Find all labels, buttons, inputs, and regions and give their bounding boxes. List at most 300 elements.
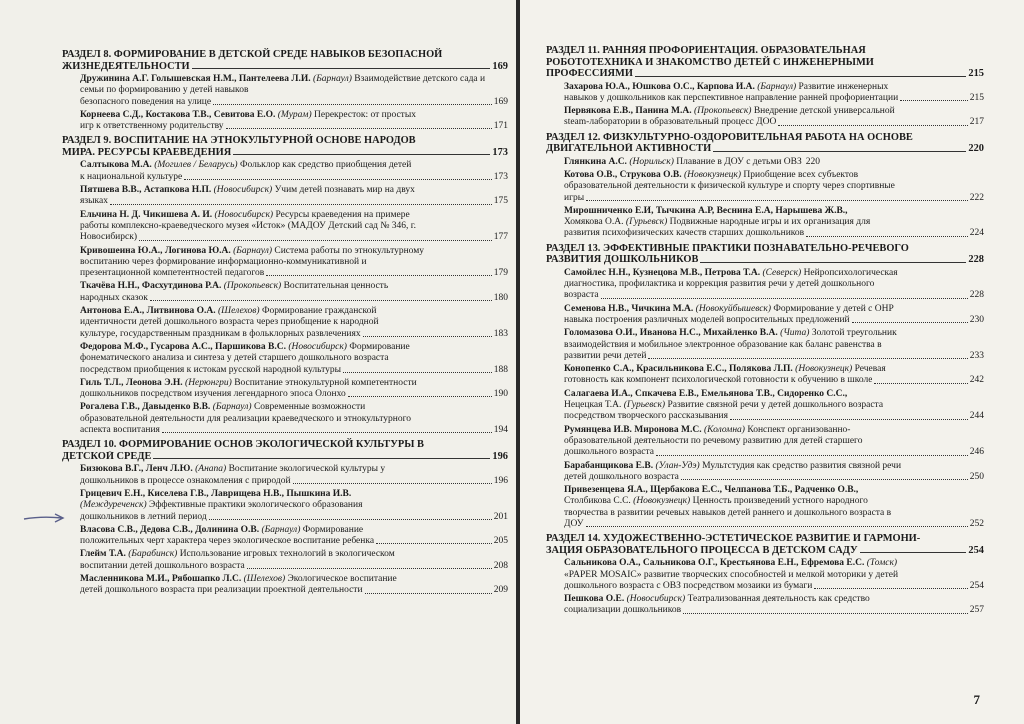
section-heading-line xyxy=(62,451,508,463)
leader-dots xyxy=(348,396,492,397)
entry-authors: Кривошеина Ю.А., Логинова Ю.А. xyxy=(80,245,231,256)
entry-text: развитии речи детей xyxy=(564,350,647,361)
entry-authors: Самойлес Н.Н., Кузнецова М.В., Петрова Т.А. xyxy=(564,267,761,278)
entry-page-number: 257 xyxy=(969,605,984,616)
entry-text: игр к ответственному родительству xyxy=(80,121,224,132)
entry-title: Внедрение детской универсальной xyxy=(753,106,895,117)
entry-authors: Привезенцева Я.А., Щербакова Е.С., Челпанова Т.Б., Радченко О.В., xyxy=(564,485,859,496)
section-heading xyxy=(546,243,984,266)
entry-text: фонематического анализа и синтеза у детей старшего дошкольного возраста xyxy=(80,353,389,364)
entry-text: культуре, государственным праздникам в фольклорных развлечениях xyxy=(80,328,361,339)
entry-text: посредством творческого рассказывания xyxy=(564,411,728,422)
section-page-number: 173 xyxy=(492,146,508,158)
entry-text: положительных черт характера через экологическое воспитание ребенка xyxy=(80,536,375,547)
leader-dots xyxy=(860,552,967,553)
toc-entry xyxy=(62,525,508,548)
entry-first-line xyxy=(80,210,508,221)
entry-text: игры xyxy=(564,192,585,203)
leader-dots xyxy=(806,236,968,237)
section-heading-line xyxy=(546,254,984,266)
entry-text: народных сказок xyxy=(80,292,148,303)
entry-city: (Шелехов) xyxy=(243,573,286,584)
entry-title: Ресурсы краеведения на примере xyxy=(275,209,410,220)
entry-city: (Северск) xyxy=(762,267,802,278)
entry-city: (Новосибирск) xyxy=(626,594,686,605)
right-page xyxy=(520,0,1024,724)
entry-first-line xyxy=(564,170,984,181)
entry-authors: Захарова Ю.А., Юшкова О.С., Карпова И.А. xyxy=(564,81,755,92)
entry-last-line xyxy=(80,425,508,436)
entry-page-number: 173 xyxy=(493,171,508,182)
section-page-number: 215 xyxy=(968,68,984,79)
entry-text xyxy=(564,157,802,167)
entry-text: (Междуреченск) Эффективные практики экологического образования xyxy=(80,500,363,511)
section-page-number: 169 xyxy=(492,60,508,72)
leader-dots xyxy=(713,151,966,152)
section-title-line: РАЗДЕЛ 13. ЭФФЕКТИВНЫЕ ПРАКТИКИ ПОЗНАВАТЕЛЬНО-РЕЧЕВОГО xyxy=(546,242,909,254)
handwritten-arrow-icon xyxy=(22,510,68,524)
entry-page-number: 183 xyxy=(493,328,508,339)
leader-dots xyxy=(110,204,492,205)
entry-last-line xyxy=(564,93,984,104)
entry-city: (Могилев / Беларусь) xyxy=(154,160,238,171)
entry-page-number: 201 xyxy=(493,511,508,522)
leader-dots xyxy=(209,519,492,520)
entry-text: Новосибирск) xyxy=(80,232,137,243)
entry-first-line xyxy=(564,157,984,168)
entry-first-line xyxy=(564,106,984,117)
toc-entry xyxy=(62,185,508,208)
entry-first-line xyxy=(80,281,508,292)
entry-city: (Гурьевск) xyxy=(625,217,668,228)
entry-authors: Рогалева Г.В., Давыденко В.В. xyxy=(80,402,211,413)
section-title-line: РАЗДЕЛ 14. ХУДОЖЕСТВЕННО-ЭСТЕТИЧЕСКОЕ РАЗВИТИЕ И ГАРМОНИ- xyxy=(546,533,921,545)
section-heading-line xyxy=(546,545,984,557)
entry-city: (Прокопьевск) xyxy=(693,106,752,117)
leader-dots xyxy=(852,322,968,323)
entry-title: Конспект организованно- xyxy=(747,424,851,435)
leader-dots xyxy=(213,104,492,105)
toc-entry xyxy=(62,160,508,183)
entry-last-line xyxy=(80,512,508,523)
toc-entry xyxy=(62,306,508,340)
entry-first-line xyxy=(564,304,984,315)
section-page-number: 254 xyxy=(968,544,984,556)
entry-text: дошкольного возраста с ОВЗ посредством мозаики из бумаги xyxy=(564,580,813,591)
entry-text: «PAPER MOSAIC» развитие творческих способностей и мелкой моторики у детей xyxy=(564,569,899,580)
entry-first-line xyxy=(80,549,508,560)
entry-first-line xyxy=(564,485,984,496)
entry-text: steam-лаборатории в образовательный процесс ДОО xyxy=(564,117,777,128)
entry-page-number: 180 xyxy=(493,292,508,303)
entry-authors: Пятшева В.В., Астапкова Н.П. xyxy=(80,185,212,196)
entry-page-number: 252 xyxy=(969,519,984,529)
section-heading xyxy=(62,135,508,158)
entry-title: Формирование xyxy=(302,524,364,535)
entry-last-line xyxy=(80,561,508,572)
entry-first-line xyxy=(564,558,984,569)
section-heading xyxy=(546,533,984,556)
entry-page-number: 233 xyxy=(969,350,984,361)
entry-text: ДОУ xyxy=(564,519,584,529)
section-title-line: МИРА. РЕСУРСЫ КРАЕВЕДЕНИЯ xyxy=(62,146,232,158)
entry-text: к национальной культуре xyxy=(80,171,183,182)
entry-last-line xyxy=(564,411,984,422)
entry-title: Экологическое воспитание xyxy=(287,573,397,584)
entry-authors: Глейм Т.А. xyxy=(80,549,126,560)
entry-text: посредством приобщения к истокам русской народной культуры xyxy=(80,364,342,375)
entry-authors: Грицевич Е.Н., Киселева Г.В., Лаврищева Н.В., Пышкина И.В. xyxy=(80,488,352,499)
entry-authors: Глянкина А.С. xyxy=(564,156,627,167)
section-heading-line xyxy=(546,68,984,80)
leader-dots xyxy=(778,125,967,126)
section-title-line: РАЗДЕЛ 8. ФОРМИРОВАНИЕ В ДЕТСКОЙ СРЕДЕ НАВЫКОВ БЕЗОПАСНОЙ xyxy=(62,49,443,60)
entry-first-line xyxy=(80,306,508,317)
entry-title: Перекресток: от простых xyxy=(314,109,416,120)
entry-last-line xyxy=(80,196,508,207)
entry-title: Формирование xyxy=(349,341,410,352)
entry-text: развития психофизических качеств старших дошкольников xyxy=(564,228,805,239)
leader-dots xyxy=(648,358,967,359)
entry-page-number: 215 xyxy=(969,92,984,103)
entry-page-number: 242 xyxy=(969,375,984,386)
entry-city: (Томск) xyxy=(866,558,898,569)
entry-page-number: 246 xyxy=(969,447,984,458)
section-title-line: РОБОТОТЕХНИКА И ЗНАКОМСТВО ДЕТЕЙ С ИНЖЕНЕРНЫМИ xyxy=(546,56,874,68)
entry-page-number: 220 xyxy=(805,156,820,167)
entry-page-number: 254 xyxy=(969,580,984,591)
entry-title: Плавание в ДОУ с детьми ОВЗ xyxy=(676,156,802,167)
entry-title: Формирование гражданской xyxy=(261,306,377,317)
entry-page-number: 175 xyxy=(493,196,508,207)
entry-authors: Федорова М.Ф., Гусарова А.С., Паршикова В.С. xyxy=(80,341,286,352)
entry-page-number: 205 xyxy=(493,536,508,547)
toc-entry xyxy=(62,281,508,304)
entry-title: Фольклор как средство приобщения детей xyxy=(239,160,412,171)
entry-page-number: 250 xyxy=(969,471,984,482)
entry-first-line xyxy=(564,206,984,217)
section-page-number: 196 xyxy=(492,450,508,462)
entry-first-line xyxy=(80,489,508,500)
page-number: 7 xyxy=(973,692,980,707)
entry-city: (Улан-Удэ) xyxy=(655,460,700,471)
entry-authors: Бизюкова В.Г., Ленч Л.Ю. xyxy=(80,464,193,475)
entry-text: Столбикова С.С. (Новокузнецк) Ценность произведений устного народного xyxy=(564,496,868,507)
section-heading xyxy=(62,439,508,462)
leader-dots xyxy=(635,76,966,77)
entry-last-line xyxy=(80,585,508,596)
leader-dots xyxy=(683,613,968,614)
entry-page-number: 222 xyxy=(969,192,984,203)
entry-text: дошкольников посредством изучения легендарного эпоса Олонхо xyxy=(80,389,346,400)
entry-last-line xyxy=(564,290,984,301)
entry-title: Современные возможности xyxy=(253,402,366,413)
leader-dots xyxy=(247,568,492,569)
entry-text: безопасного поведения на улице xyxy=(80,96,212,107)
section-title-line: ЗАЦИЯ ОБРАЗОВАТЕЛЬНОГО ПРОЦЕССА В ДЕТСКОМ САДУ xyxy=(546,544,858,556)
entry-text: навыков у дошкольников как перспективное направление ранней профориентации xyxy=(564,92,899,103)
leader-dots xyxy=(162,432,492,433)
section-title-line: ЖИЗНЕДЕЯТЕЛЬНОСТИ xyxy=(62,60,190,72)
leader-dots xyxy=(874,383,967,384)
entry-text: образовательной деятельности для реализации краеведческого и этнокультурного xyxy=(80,413,412,424)
entry-last-line xyxy=(564,375,984,386)
entry-city: (Шелехов) xyxy=(218,306,260,317)
entry-city: (Новосибирск) xyxy=(213,185,273,196)
leader-dots xyxy=(681,479,968,480)
entry-last-line xyxy=(564,351,984,362)
entry-authors: Конопенко С.А., Красильникова Е.С., Полякова Л.П. xyxy=(564,364,793,375)
entry-first-line xyxy=(564,389,984,400)
leader-dots xyxy=(814,588,967,589)
entry-first-line xyxy=(80,574,508,585)
entry-city: (Прокопьевск) xyxy=(223,281,282,292)
entry-page-number: 194 xyxy=(493,425,508,436)
entry-page-number: 188 xyxy=(493,364,508,375)
entry-title: Система работы по этнокультурному xyxy=(274,245,425,256)
entry-page-number: 224 xyxy=(969,228,984,239)
entry-authors: Ткачёва Н.Н., Фасхутдинова Р.А. xyxy=(80,281,222,292)
leader-dots xyxy=(192,68,491,69)
entry-last-line xyxy=(564,447,984,458)
entry-text: творчества в развитии речевых навыков детей раннего и дошкольного возраста в xyxy=(564,507,892,518)
entry-last-line xyxy=(80,97,508,108)
entry-text: дошкольников в летний период xyxy=(80,511,207,522)
entry-text: воспитанию через формирование информационно-коммуникативной и xyxy=(80,256,367,267)
entry-city: (Барнаул) xyxy=(261,524,301,535)
entry-first-line xyxy=(80,110,508,121)
entry-first-line xyxy=(564,82,984,93)
entry-city: (Новокузнецк) xyxy=(633,496,691,507)
entry-last-line xyxy=(80,121,508,132)
entry-page-number: 169 xyxy=(493,96,508,107)
entry-authors: Антонова Е.А., Литвинова О.А. xyxy=(80,306,216,317)
section-heading xyxy=(546,45,984,80)
leader-dots xyxy=(365,593,492,594)
entry-city: (Нерюнгри) xyxy=(185,377,232,388)
entry-text: работы комплексно-краеведческого музея «Исток» (МАДОУ Детский сад № 346, г. xyxy=(80,220,417,231)
section-heading-line xyxy=(546,143,984,155)
leader-dots xyxy=(586,200,968,201)
entry-first-line xyxy=(564,461,984,472)
toc-entry xyxy=(546,268,984,302)
entry-text: детей дошкольного возраста при реализации проектной деятельности xyxy=(80,585,363,596)
entry-city: (Барнаул) xyxy=(313,74,352,84)
entry-first-line xyxy=(80,464,508,475)
entry-text: презентационной компетентностей педагогов xyxy=(80,268,265,279)
entry-title: Взаимодействие детского сада и семьи по формированию у детей навыков xyxy=(80,74,486,96)
section-title-line: ДВИГАТЕЛЬНОЙ АКТИВНОСТИ xyxy=(546,143,712,155)
entry-text: навыка построения различных моделей вопросительных предложений xyxy=(564,314,850,325)
entry-authors: Барабанщикова Е.В. xyxy=(564,460,654,471)
entry-page-number: 217 xyxy=(969,117,984,128)
toc-entry xyxy=(546,364,984,387)
toc-entry xyxy=(546,206,984,240)
entry-last-line xyxy=(564,193,984,204)
entry-text: образовательной деятельности к физической культуре и спорту через спортивные xyxy=(564,181,895,192)
entry-last-line xyxy=(564,315,984,326)
toc-entry xyxy=(62,110,508,133)
entry-last-line xyxy=(564,228,984,239)
entry-authors: Сальникова О.А., Сальникова О.Г., Крестьянова Е.Н., Ефремова Е.С. xyxy=(564,558,865,569)
entry-title: Нейропсихологическая xyxy=(803,267,898,278)
entry-page-number: 230 xyxy=(969,314,984,325)
entry-title: Воспитание экологической культуры у xyxy=(228,464,386,475)
section-title-line: РАЗДЕЛ 11. РАННЯЯ ПРОФОРИЕНТАЦИЯ. ОБРАЗОВАТЕЛЬНАЯ xyxy=(546,45,866,56)
entry-first-line xyxy=(80,378,508,389)
entry-last-line xyxy=(564,605,984,616)
toc-entry xyxy=(62,74,508,108)
entry-city: (Мурам) xyxy=(277,109,312,120)
entry-last-line xyxy=(80,476,508,487)
entry-authors: Голомазова О.И., Иванова Н.С., Михайленко В.А. xyxy=(564,328,778,339)
toc-entry xyxy=(62,549,508,572)
entry-city: (Гурьевск) xyxy=(623,400,666,411)
entry-authors: Салагаева И.А., Спкачева Е.В., Емельянова Т.В., Сидоренко С.С., xyxy=(564,388,848,399)
leader-dots xyxy=(184,179,492,180)
entry-authors: Ельчина Н. Д. Чикишева А. И. xyxy=(80,209,213,220)
entry-authors: Корнеева С.Д., Костакова Т.В., Севитова Е.О. xyxy=(80,109,276,120)
entry-last-line xyxy=(564,519,984,530)
entry-city: (Барнаул) xyxy=(757,81,797,92)
entry-authors: Гиль Т.Л., Леонова Э.Н. xyxy=(80,377,183,388)
entry-text: Нецецкая Т.А. (Гурьевск) Развитие связной речи у детей дошкольного возраста xyxy=(564,400,884,411)
entry-first-line xyxy=(80,342,508,353)
entry-title: Воспитание этнокультурной компетентности xyxy=(234,377,417,388)
entry-text: диагностика, профилактика и коррекция развития речи у детей дошкольного xyxy=(564,279,875,290)
entry-text: образовательной деятельности по речевому развитию для детей старшего xyxy=(564,435,863,446)
entry-title: Приобщение всех субъектов xyxy=(743,169,859,180)
toc-entry xyxy=(546,594,984,617)
entry-city: (Барабинск) xyxy=(128,549,178,560)
entry-first-line xyxy=(564,425,984,436)
entry-title: Развитие инженерных xyxy=(798,81,889,92)
entry-text: социализации дошкольников xyxy=(564,605,682,616)
section-title-line: ПРОФЕССИЯМИ xyxy=(546,68,633,79)
entry-last-line xyxy=(80,232,508,243)
toc-entry xyxy=(62,489,508,523)
entry-title: Формирование у детей с ОНР xyxy=(773,303,894,314)
toc-entry xyxy=(62,402,508,436)
leader-dots xyxy=(293,483,492,484)
entry-first-line xyxy=(80,74,508,97)
entry-city: (Новокузнецк) xyxy=(683,169,742,180)
entry-page-number: 196 xyxy=(493,475,508,486)
entry-city: (Барнаул) xyxy=(233,245,273,256)
toc-entry xyxy=(546,106,984,129)
toc-entry xyxy=(62,246,508,280)
entry-first-line xyxy=(80,525,508,536)
entry-text: возраста xyxy=(564,290,599,301)
entry-first-line xyxy=(80,246,508,257)
entry-page-number: 190 xyxy=(493,389,508,400)
entry-text: взаимодействия и мобильное электронное образование как баланс равенства в xyxy=(564,339,882,350)
entry-text: Хомякова О.А. (Гурьевск) Подвижные народные игры и их организация для xyxy=(564,217,871,228)
entry-text: детей дошкольного возраста xyxy=(564,471,679,482)
entry-last-line xyxy=(564,117,984,128)
entry-last-line xyxy=(80,536,508,547)
entry-city: (Анапа) xyxy=(195,464,227,475)
entry-authors: Масленникова М.И., Рябошапко Л.С. xyxy=(80,573,242,584)
entry-city: (Междуреченск) xyxy=(80,500,147,511)
entry-authors: Первякова Е.В., Панина М.А. xyxy=(564,106,692,117)
leader-dots xyxy=(586,526,968,527)
entry-city: (Барнаул) xyxy=(212,402,252,413)
section-page-number: 228 xyxy=(968,254,984,266)
entry-last-line xyxy=(80,268,508,279)
section-page-number: 220 xyxy=(968,143,984,155)
entry-text: готовность как компонент психологической готовности к обучению в школе xyxy=(564,375,873,386)
entry-text: идентичности детей дошкольного возраста через приобщение к народной xyxy=(80,317,379,328)
toc-entry xyxy=(62,342,508,376)
entry-page-number: 244 xyxy=(969,411,984,422)
entry-authors: Дружинина А.Г. Голышевская Н.М., Пантелеева Л.И. xyxy=(80,74,311,84)
entry-title: Золотой треугольник xyxy=(811,328,897,339)
entry-title: Театрализованная деятельность как средство xyxy=(687,594,870,605)
toc-entry xyxy=(546,157,984,168)
section-heading-line xyxy=(62,147,508,159)
entry-first-line xyxy=(564,268,984,279)
toc-entry xyxy=(546,461,984,484)
entry-city: (Новокуйбышевск) xyxy=(695,303,772,314)
entry-page-number: 171 xyxy=(493,121,508,132)
section-heading xyxy=(62,49,508,72)
entry-authors: Семенова Н.В., Чичкина М.А. xyxy=(564,303,694,314)
entry-city: (Новокузнецк) xyxy=(795,364,853,375)
section-title-line: ДЕТСКОЙ СРЕДЕ xyxy=(62,450,152,462)
entry-text: дошкольного возраста xyxy=(564,447,654,458)
entry-city: (Чита) xyxy=(780,328,810,339)
entry-text: языках xyxy=(80,196,108,207)
entry-page-number: 179 xyxy=(493,268,508,279)
toc-entry xyxy=(546,304,984,327)
leader-dots xyxy=(233,154,490,155)
entry-title: Мультстудия как средство развития связной речи xyxy=(702,460,902,471)
entry-last-line xyxy=(80,293,508,304)
leader-dots xyxy=(153,458,490,459)
leader-dots xyxy=(226,128,492,129)
entry-title: Речевая xyxy=(854,364,886,375)
leader-dots xyxy=(150,300,492,301)
leader-dots xyxy=(139,240,492,241)
leader-dots xyxy=(343,372,492,373)
toc-entry xyxy=(546,170,984,204)
entry-city: (Новосибирск) xyxy=(288,341,347,352)
section-title-line: РАЗДЕЛ 10. ФОРМИРОВАНИЕ ОСНОВ ЭКОЛОГИЧЕСКОЙ КУЛЬТУРЫ В xyxy=(62,439,424,451)
leader-dots xyxy=(266,275,491,276)
entry-page-number: 177 xyxy=(493,232,508,243)
toc-entry xyxy=(62,464,508,487)
entry-page-number: 208 xyxy=(493,560,508,571)
entry-last-line xyxy=(564,581,984,592)
section-title-line: РАЗДЕЛ 12. ФИЗКУЛЬТУРНО-ОЗДОРОВИТЕЛЬНАЯ РАБОТА НА ОСНОВЕ xyxy=(546,131,913,143)
entry-authors: Пешкова О.Е. xyxy=(564,594,625,605)
entry-city: (Новосибирск) xyxy=(214,209,274,220)
entry-title: Использование игровых технологий в экологическом xyxy=(179,549,395,560)
leader-dots xyxy=(900,100,968,101)
toc-entry xyxy=(546,328,984,362)
entry-authors: Власова С.В., Дедова С.В., Долинина О.В. xyxy=(80,524,260,535)
section-title-line: РАЗВИТИЯ ДОШКОЛЬНИКОВ xyxy=(546,254,699,266)
leader-dots xyxy=(376,543,492,544)
entry-authors: Румянцева И.В. Миронова М.С. xyxy=(564,424,702,435)
section-title-line: РАЗДЕЛ 9. ВОСПИТАНИЕ НА ЭТНОКУЛЬТУРНОЙ ОСНОВЕ НАРОДОВ xyxy=(62,135,416,147)
leader-dots xyxy=(700,262,966,263)
entry-text: дошкольников в процессе ознакомления с природой xyxy=(80,475,291,486)
entry-last-line xyxy=(80,172,508,183)
leader-dots xyxy=(730,419,968,420)
entry-last-line xyxy=(80,365,508,376)
